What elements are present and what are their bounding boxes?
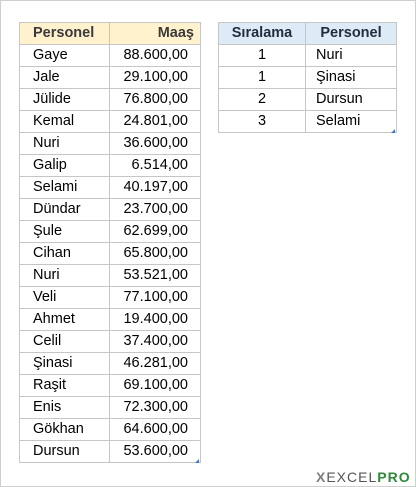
table-row: [20, 375, 201, 397]
table-resize-handle[interactable]: [391, 129, 395, 133]
personel-cell[interactable]: Şinasi: [20, 353, 110, 375]
maas-cell[interactable]: 36.600,00: [110, 133, 201, 155]
maas-cell[interactable]: 53.521,00: [110, 265, 201, 287]
maas-cell[interactable]: 65.800,00: [110, 243, 201, 265]
table-row: [20, 155, 201, 177]
table-row: [20, 331, 201, 353]
table-row: [20, 67, 201, 89]
excelpro-logo: [316, 469, 411, 485]
personel-cell[interactable]: Jale: [20, 67, 110, 89]
table-row: [20, 133, 201, 155]
maas-cell[interactable]: 23.700,00: [110, 199, 201, 221]
maas-cell[interactable]: 72.300,00: [110, 397, 201, 419]
table-row: [20, 419, 201, 441]
maas-cell[interactable]: 64.600,00: [110, 419, 201, 441]
table-row: [20, 353, 201, 375]
personel-cell[interactable]: Dündar: [20, 199, 110, 221]
siralama-cell[interactable]: 3: [219, 111, 306, 133]
table-row: [20, 45, 201, 67]
logo-word: EXCEL: [326, 469, 378, 485]
personel-cell[interactable]: Dursun: [20, 441, 110, 463]
personel-cell[interactable]: Gaye: [20, 45, 110, 67]
table-row: [20, 111, 201, 133]
table-row: [20, 287, 201, 309]
maas-cell[interactable]: 24.801,00: [110, 111, 201, 133]
column-header-personel[interactable]: Personel: [306, 23, 397, 45]
maas-cell[interactable]: 53.600,00: [110, 441, 201, 463]
personel-cell[interactable]: Dursun: [306, 89, 397, 111]
maas-cell[interactable]: 62.699,00: [110, 221, 201, 243]
table-row: [20, 89, 201, 111]
table-row: [20, 441, 201, 463]
maas-cell[interactable]: 77.100,00: [110, 287, 201, 309]
personel-cell[interactable]: Selami: [306, 111, 397, 133]
table-row: [219, 89, 397, 111]
personel-cell[interactable]: Jülide: [20, 89, 110, 111]
maas-cell[interactable]: 6.514,00: [110, 155, 201, 177]
table-resize-handle[interactable]: [195, 459, 199, 463]
maas-cell[interactable]: 88.600,00: [110, 45, 201, 67]
personel-cell[interactable]: Raşit: [20, 375, 110, 397]
siralama-cell[interactable]: 1: [219, 67, 306, 89]
table-row: [20, 177, 201, 199]
personel-cell[interactable]: Nuri: [20, 133, 110, 155]
table-row: [20, 199, 201, 221]
table-row: [20, 243, 201, 265]
table-row: [20, 309, 201, 331]
personel-cell[interactable]: Kemal: [20, 111, 110, 133]
personel-cell[interactable]: Ahmet: [20, 309, 110, 331]
personel-cell[interactable]: Nuri: [20, 265, 110, 287]
siralama-cell[interactable]: 1: [219, 45, 306, 67]
personel-cell[interactable]: Selami: [20, 177, 110, 199]
personel-cell[interactable]: Enis: [20, 397, 110, 419]
personel-cell[interactable]: Şule: [20, 221, 110, 243]
table-row: [20, 221, 201, 243]
personel-cell[interactable]: Şinasi: [306, 67, 397, 89]
personel-cell[interactable]: Veli: [20, 287, 110, 309]
ranking-table: [218, 22, 397, 133]
ranking-table-header-row: [219, 23, 397, 45]
column-header-personel[interactable]: Personel: [20, 23, 110, 45]
table-row: [20, 397, 201, 419]
maas-cell[interactable]: 46.281,00: [110, 353, 201, 375]
table-row: [20, 265, 201, 287]
personel-cell[interactable]: Galip: [20, 155, 110, 177]
salary-table: [19, 22, 201, 463]
salary-table-header-row: [20, 23, 201, 45]
logo-mark: X: [316, 469, 327, 485]
maas-cell[interactable]: 29.100,00: [110, 67, 201, 89]
siralama-cell[interactable]: 2: [219, 89, 306, 111]
maas-cell[interactable]: 69.100,00: [110, 375, 201, 397]
logo-suffix: PRO: [377, 469, 411, 485]
personel-cell[interactable]: Nuri: [306, 45, 397, 67]
personel-cell[interactable]: Celil: [20, 331, 110, 353]
table-row: [219, 45, 397, 67]
maas-cell[interactable]: 37.400,00: [110, 331, 201, 353]
table-row: [219, 67, 397, 89]
maas-cell[interactable]: 76.800,00: [110, 89, 201, 111]
personel-cell[interactable]: Gökhan: [20, 419, 110, 441]
personel-cell[interactable]: Cihan: [20, 243, 110, 265]
column-header-maas[interactable]: Maaş: [110, 23, 201, 45]
column-header-siralama[interactable]: Sıralama: [219, 23, 306, 45]
maas-cell[interactable]: 40.197,00: [110, 177, 201, 199]
maas-cell[interactable]: 19.400,00: [110, 309, 201, 331]
table-row: [219, 111, 397, 133]
